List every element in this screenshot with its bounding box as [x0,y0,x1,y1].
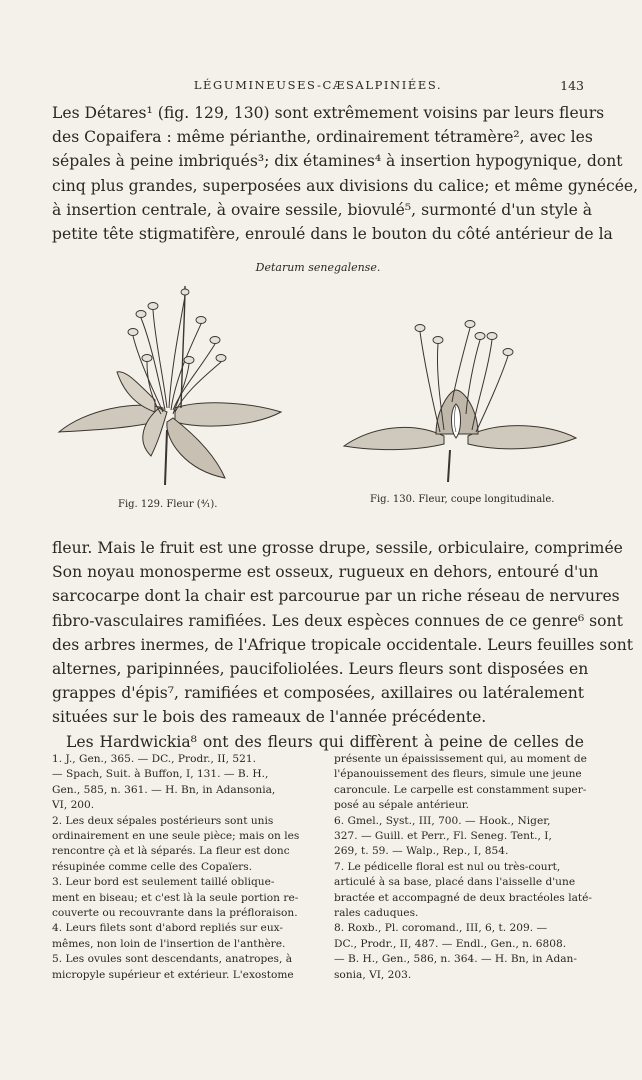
footnote-line: couverte ou recouvrante dans la préfloraison. [52,907,298,920]
figure-caption-130: Fig. 130. Fleur, coupe longitudinale. [370,494,555,505]
footnote-line: résupinée comme celle des Copaïers. [52,860,253,873]
footnote-line: 4. Leurs filets sont d'abord repliés sur eux- [52,922,284,935]
footnote [334,814,590,860]
text-line: fibro-vasculaires ramifiées. Les deux espèces connues de ce genre⁶ sont [52,611,623,630]
text-line: situées sur le bois des rameaux de l'année précédente. [52,708,487,727]
text-line: sarcocarpe dont la chair est parcourue par un riche réseau de nervures [52,587,620,606]
footnote-line: mêmes, non loin de l'insertion de l'anthère. [52,937,286,950]
paragraph-fruit [52,536,634,754]
footnote-line: posé au sépale antérieur. [334,799,470,812]
footnote-line: micropyle supérieur et extérieur. L'exostome [52,968,294,981]
footnote-line: sonia, VI, 203. [334,968,412,981]
footnote-line: ordinairement en une seule pièce; mais on les [52,830,300,843]
footnote-line: Gen., 585, n. 361. — H. Bn, in Adansonia, [52,783,276,796]
footnote [52,921,318,952]
figure-caption-129: Fig. 129. Fleur (⁴⁄₁). [118,499,218,510]
footnote-line: 327. — Guill. et Perr., Fl. Seneg. Tent., I, [334,830,552,843]
text-line: des Copaifera : même périanthe, ordinairement tétramère², avec les [52,128,593,147]
text-line: Son noyau monosperme est osseux, rugueux en dehors, entouré d'un [52,563,599,582]
page-number: 143 [560,78,584,93]
text-line: cinq plus grandes, superposées aux divisions du calice; et même gynécée, [52,176,639,195]
footnote-line: rales caduques. [334,907,419,920]
footnote-line: 8. Roxb., Pl. coromand., III, 6, t. 209. — [334,922,548,935]
text-line: Les Hardwickia⁸ ont des fleurs qui diffèrent à peine de celles de [66,732,584,751]
footnote [52,752,318,814]
text-line: fleur. Mais le fruit est une grosse drupe, sessile, orbiculaire, comprimée [52,539,623,557]
footnote-line: l'épanouissement des fleurs, simule une jeune [334,768,582,781]
text-line: alternes, paripinnées, paucifoliolées. Leurs fleurs sont disposées en [52,660,589,679]
footnote-line: ment en biseau; et c'est là la seule portion re- [52,891,299,904]
footnote-line: — B. H., Gen., 586, n. 364. — H. Bn, in Adan- [334,953,577,966]
running-head [52,78,584,96]
running-title: LÉGUMINEUSES-CÆSALPINIÉES. [193,78,443,92]
footnote-line: 1. J., Gen., 365. — DC., Prodr., II, 521. [52,753,256,765]
footnote [334,921,590,983]
footnote [52,814,318,876]
footnotes-left-column [52,752,318,983]
footnote-line: 2. Les deux sépales postérieurs sont unis [52,814,274,827]
footnote-line: présente un épaississement qui, au moment de [334,753,587,765]
flower-illustration [55,280,285,490]
footnote-line: 3. Leur bord est seulement taillé oblique- [52,876,275,889]
footnote-line: rencontre çà et là séparés. La fleur est donc [52,845,290,858]
footnote-line: VI, 200. [52,799,95,812]
footnote-line: articulé à sa base, placé dans l'aisselle d'une [334,876,576,889]
footnote [52,952,318,983]
footnote-line: 269, t. 59. — Walp., Rep., I, 854. [334,845,509,858]
text-line: Les Détares¹ (fig. 129, 130) sont extrêmement voisins par leurs fleurs [52,104,605,122]
text-line: petite tête stigmatifère, enroulé dans le bouton du côté antérieur de la [52,225,613,244]
footnote-line: DC., Prodr., II, 487. — Endl., Gen., n. 6808. [334,937,567,950]
text-line: à insertion centrale, à ovaire sessile, biovulé⁵, surmonté d'un style à [52,200,593,219]
footnote-line: 7. Le pédicelle floral est nul ou très-court, [334,860,561,873]
footnote [52,875,318,921]
footnote [334,860,593,922]
text-line: grappes d'épis⁷, ramifiées et composées, axillaires ou latéralement [52,684,584,703]
paragraph-detares [52,101,639,246]
footnotes-right-column [334,752,593,983]
text-line: des arbres inermes, de l'Afrique tropicale occidentale. Leurs feuilles sont [52,635,634,654]
flower-section-illustration [340,310,580,485]
footnote-line: bractée et accompagné de deux bractéoles laté- [334,891,593,904]
footnote-line: 5. Les ovules sont descendants, anatropes, à [52,953,293,966]
footnote-line: caroncule. Le carpelle est constamment super- [334,783,587,796]
footnote-line: — Spach, Suit. à Buffon, I, 131. — B. H., [52,768,269,781]
text-line: sépales à peine imbriqués³; dix étamines⁴ à insertion hypogynique, dont [52,152,623,171]
footnote [334,752,590,814]
footnote-line: 6. Gmel., Syst., III, 700. — Hook., Niger, [334,814,551,827]
figure-title: Detarum senegalense. [255,261,381,274]
